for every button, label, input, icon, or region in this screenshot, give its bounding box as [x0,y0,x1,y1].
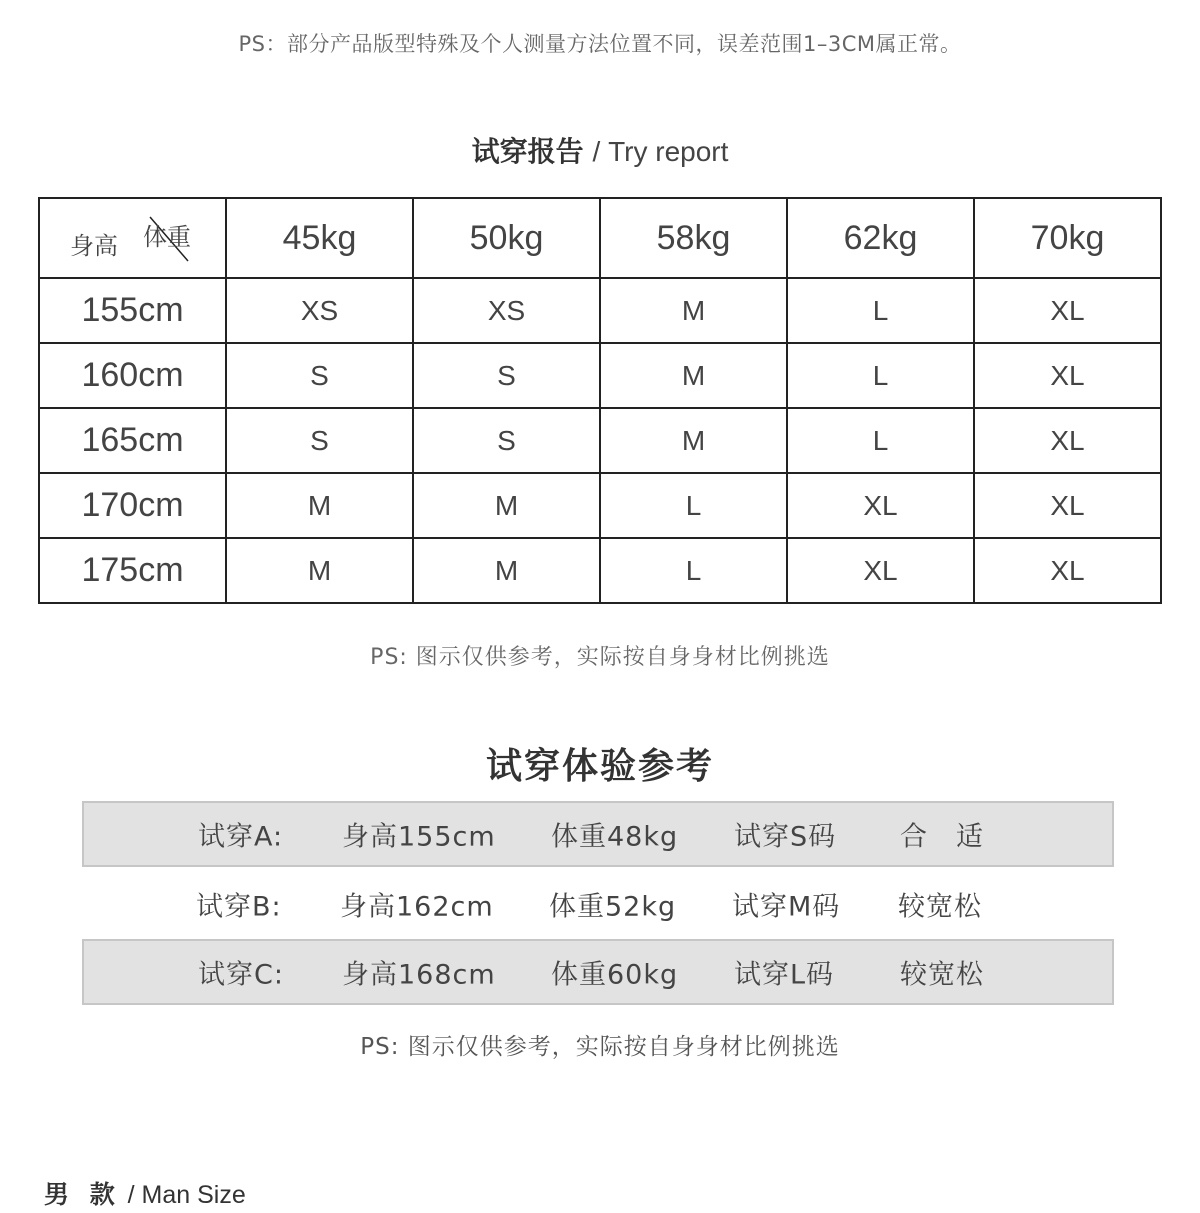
table-row [39,538,1161,603]
size-cell: M [413,538,600,603]
corner-height-label: 身高 [70,232,118,260]
height-cell: 160cm [39,343,226,408]
size-cell: XL [974,408,1161,473]
table-row [39,343,1161,408]
corner-weight-label: 体重 [143,223,191,251]
bottom-note: PS: 图示仅供参考，实际按自身身材比例挑选 [360,1034,840,1060]
height-cell: 155cm [39,278,226,343]
reference-note: PS: 图示仅供参考，实际按自身身材比例挑选 [370,645,830,670]
height-cell: 170cm [39,473,226,538]
weight-header: 50kg [413,198,600,278]
experience-row-c [82,939,1114,1005]
man-size-heading [44,1175,246,1211]
size-cell: XL [974,343,1161,408]
try-report-title [0,130,1200,170]
try-report-title-zh: 试穿报告 [471,135,584,168]
man-size-heading-en: / Man Size [120,1181,246,1209]
weight-header: 45kg [226,198,413,278]
top-note: PS：部分产品版型特殊及个人测量方法位置不同，误差范围1–3CM属正常。 [238,32,962,56]
experience-height: 身高155cm [342,821,496,853]
experience-label: 试穿A: [198,821,284,853]
size-cell: S [226,343,413,408]
corner-diagonal-line [40,199,226,277]
size-cell: L [787,343,974,408]
experience-row-b [82,871,1114,937]
size-cell: XS [413,278,600,343]
experience-size: 试穿S码 [734,821,837,853]
size-cell: L [787,278,974,343]
size-cell: XL [787,473,974,538]
experience-row-a [82,801,1114,867]
experience-height: 身高168cm [342,959,496,991]
size-cell: S [413,343,600,408]
size-cell: M [226,538,413,603]
size-cell: XL [787,538,974,603]
experience-fit: 较宽松 [900,959,984,991]
size-cell: M [413,473,600,538]
experience-size: 试穿L码 [734,959,835,991]
size-cell: XS [226,278,413,343]
experience-title: 试穿体验参考 [485,746,714,787]
size-table-header-row [39,198,1161,278]
table-row [39,408,1161,473]
size-cell: M [600,343,787,408]
experience-height: 身高162cm [340,891,494,923]
size-table [38,197,1162,604]
size-cell: M [226,473,413,538]
experience-fit: 合 适 [900,821,984,853]
size-table-corner-cell [39,198,226,278]
weight-header: 62kg [787,198,974,278]
size-cell: M [600,278,787,343]
experience-weight: 体重60kg [551,959,679,991]
table-row [39,473,1161,538]
table-row [39,278,1161,343]
experience-weight: 体重48kg [551,821,679,853]
size-cell: L [787,408,974,473]
size-cell: M [600,408,787,473]
experience-size: 试穿M码 [732,891,841,923]
size-cell: XL [974,278,1161,343]
try-report-title-en: / Try report [592,136,729,167]
experience-fit: 较宽松 [898,891,982,923]
size-cell: XL [974,538,1161,603]
height-cell: 165cm [39,408,226,473]
size-cell: S [226,408,413,473]
man-size-heading-zh: 男 款 [44,1180,121,1209]
size-cell: S [413,408,600,473]
experience-weight: 体重52kg [549,891,677,923]
experience-label: 试穿B: [196,891,282,923]
size-cell: XL [974,473,1161,538]
weight-header: 70kg [974,198,1161,278]
size-cell: L [600,473,787,538]
weight-header: 58kg [600,198,787,278]
height-cell: 175cm [39,538,226,603]
size-cell: L [600,538,787,603]
experience-label: 试穿C: [198,959,284,991]
